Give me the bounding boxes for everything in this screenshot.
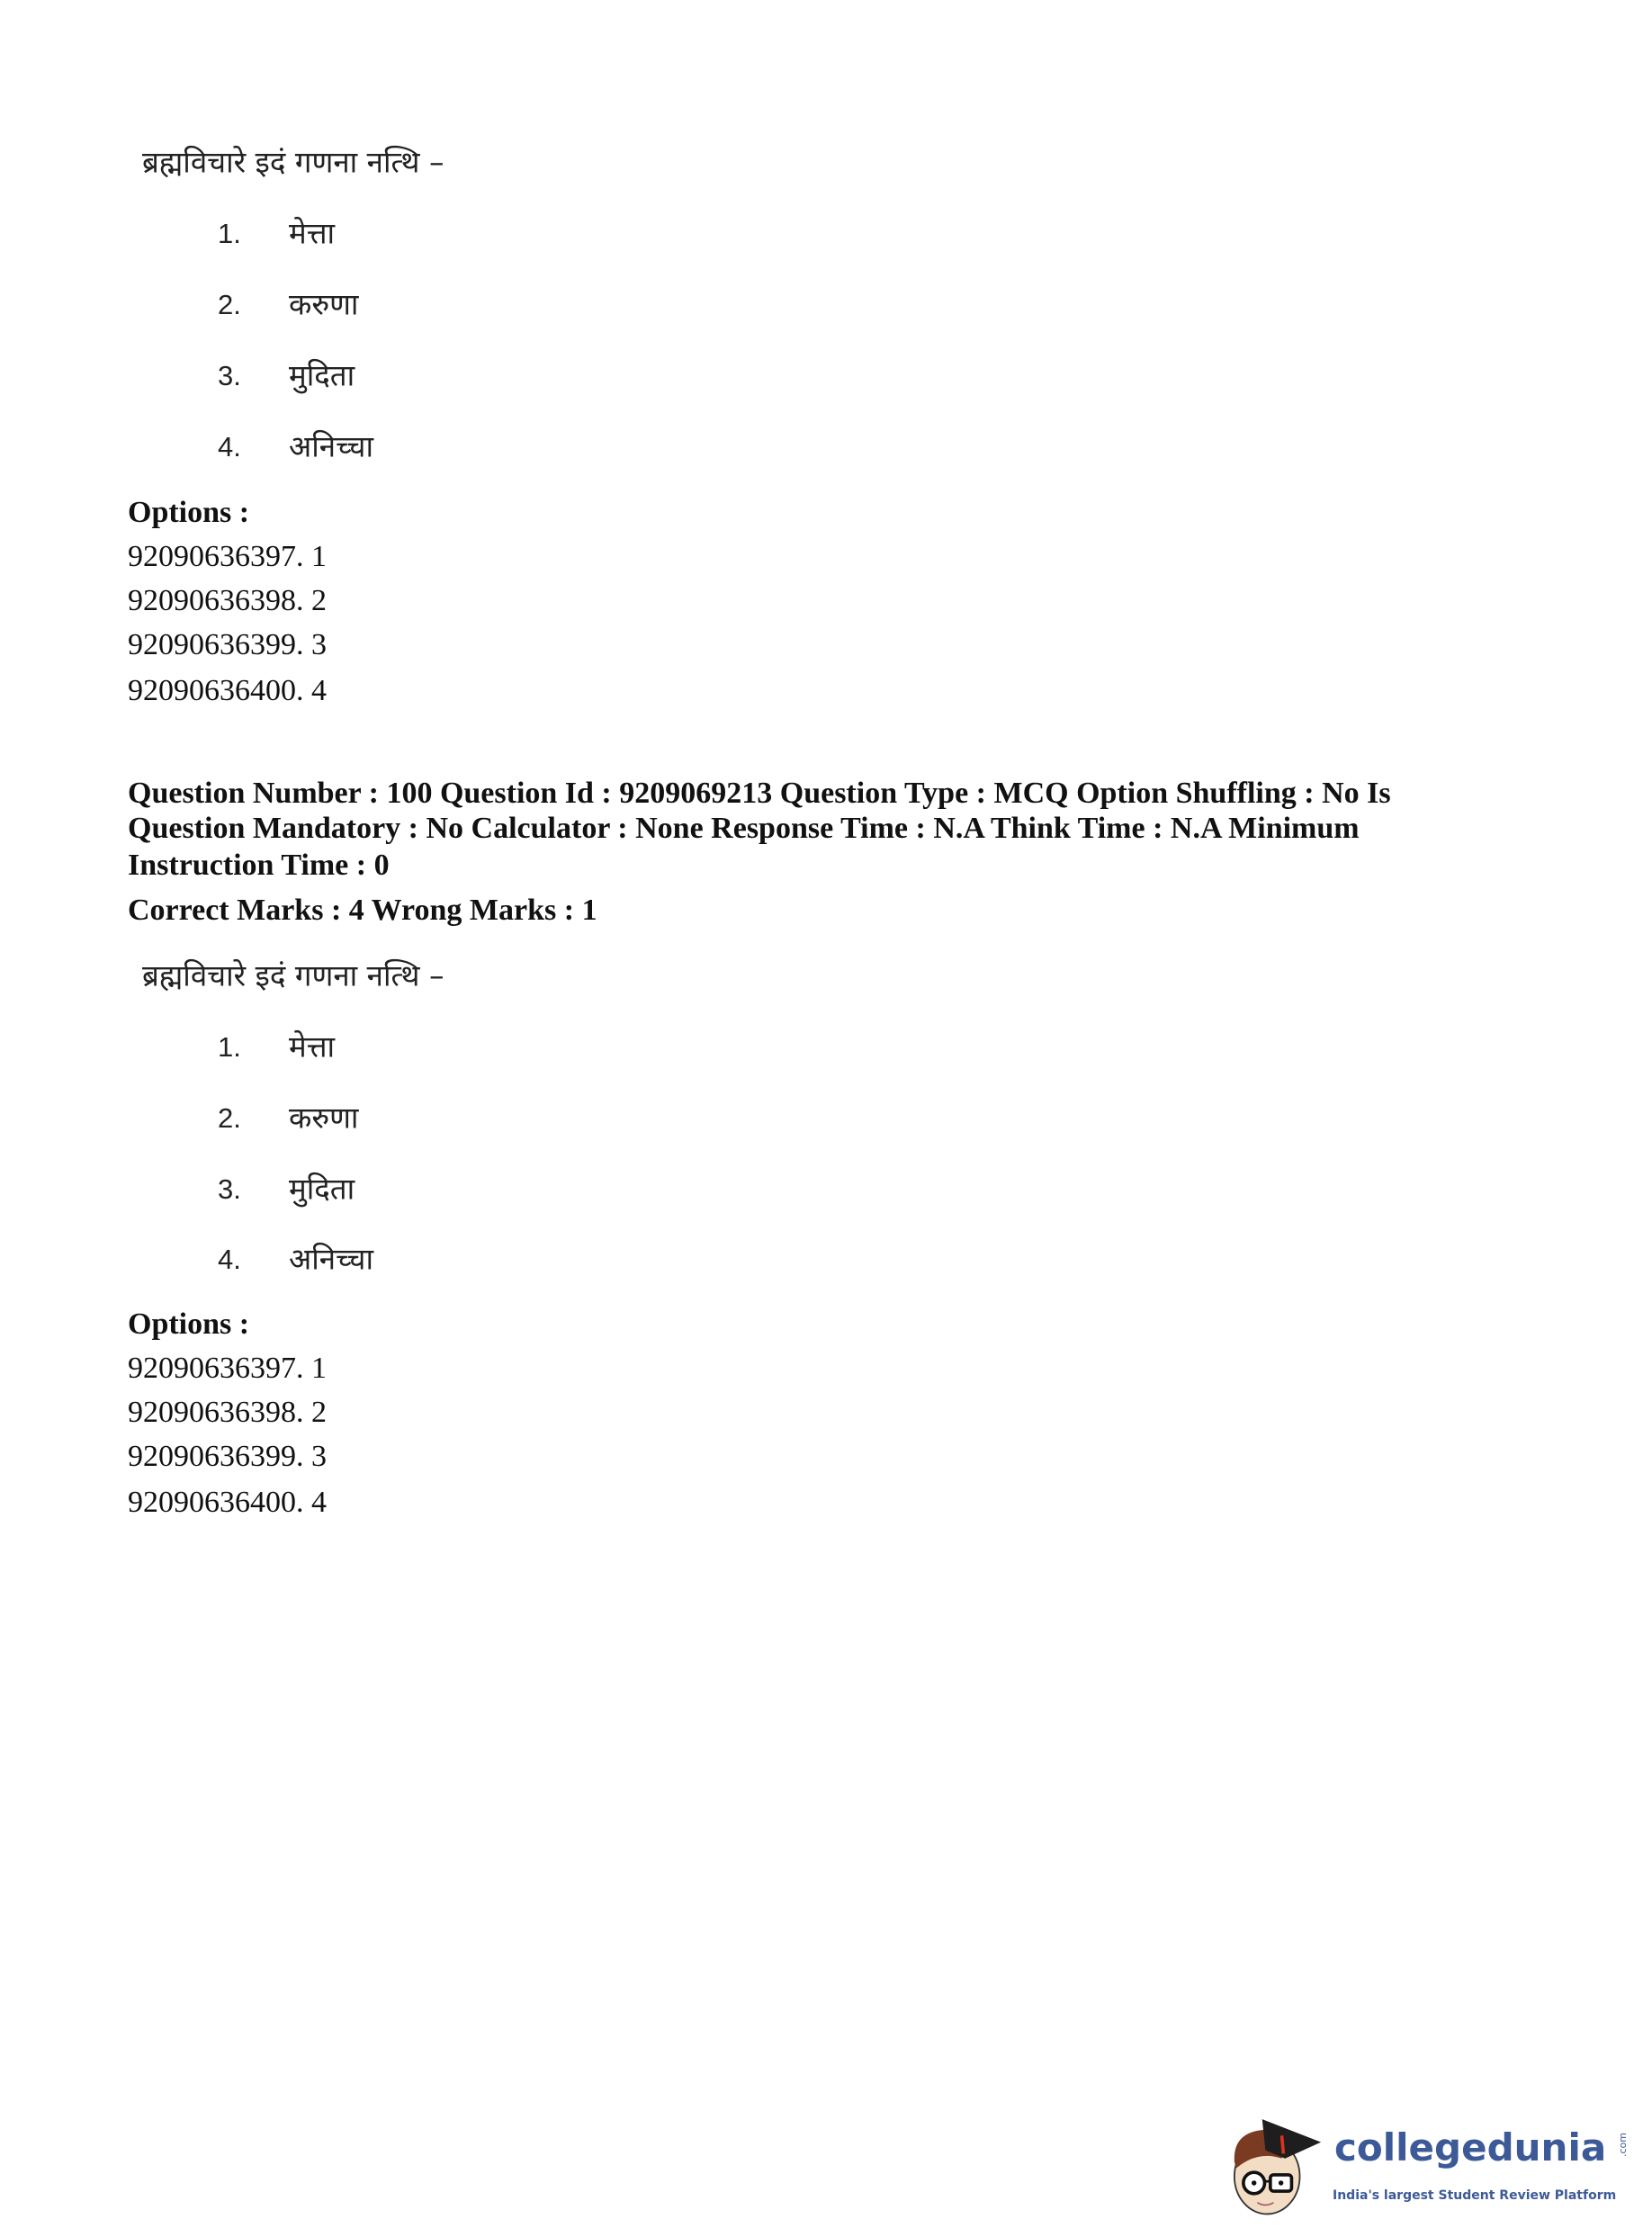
option: 92090636397. 1: [128, 540, 327, 573]
marks-line: Correct Marks : 4 Wrong Marks : 1: [128, 894, 597, 927]
item-number: 4.: [218, 1244, 241, 1275]
logo-tagline: India's largest Student Review Platform: [1333, 2188, 1617, 2203]
question-text: ब्रह्मविचारे इदं गणना नत्थि –: [142, 144, 444, 180]
item-text: मेत्ता: [289, 1029, 336, 1065]
option: 92090636400. 4: [128, 1486, 327, 1519]
item-text: अनिच्चा: [289, 1241, 374, 1277]
collegedunia-logo: [1225, 2106, 1648, 2224]
item-number: 3.: [218, 360, 241, 391]
option: 92090636399. 3: [128, 628, 327, 661]
question-text: ब्रह्मविचारे इदं गणना नत्थि –: [142, 957, 444, 993]
item-number: 3.: [218, 1173, 241, 1205]
logo-suffix: .com: [1617, 2133, 1629, 2157]
item-number: 1.: [218, 1031, 241, 1063]
option: 92090636397. 1: [128, 1352, 327, 1385]
student-mascot-icon: [1225, 2106, 1331, 2224]
options-label: Options :: [128, 496, 250, 529]
item-text: करुणा: [289, 286, 359, 322]
item-text: करुणा: [289, 1100, 359, 1136]
logo-wordmark: collegedunia: [1334, 2125, 1607, 2170]
item-text: अनिच्चा: [289, 428, 374, 464]
option: 92090636398. 2: [128, 584, 327, 617]
item-number: 4.: [218, 431, 241, 463]
question-header-line: Question Number : 100 Question Id : 9209069213 Question Type : MCQ Option Shuffling : No Is: [128, 777, 1391, 810]
item-text: मुदिता: [289, 1171, 355, 1207]
option: 92090636398. 2: [128, 1396, 327, 1429]
question-header-line: Instruction Time : 0: [128, 849, 390, 882]
item-number: 1.: [218, 218, 241, 249]
item-text: मेत्ता: [289, 215, 336, 251]
item-number: 2.: [218, 289, 241, 320]
question-header-line: Question Mandatory : No Calculator : None Response Time : N.A Think Time : N.A Minimum: [128, 812, 1360, 845]
option: 92090636400. 4: [128, 674, 327, 707]
item-text: मुदिता: [289, 357, 355, 393]
option: 92090636399. 3: [128, 1440, 327, 1473]
options-label: Options :: [128, 1307, 250, 1341]
item-number: 2.: [218, 1102, 241, 1134]
